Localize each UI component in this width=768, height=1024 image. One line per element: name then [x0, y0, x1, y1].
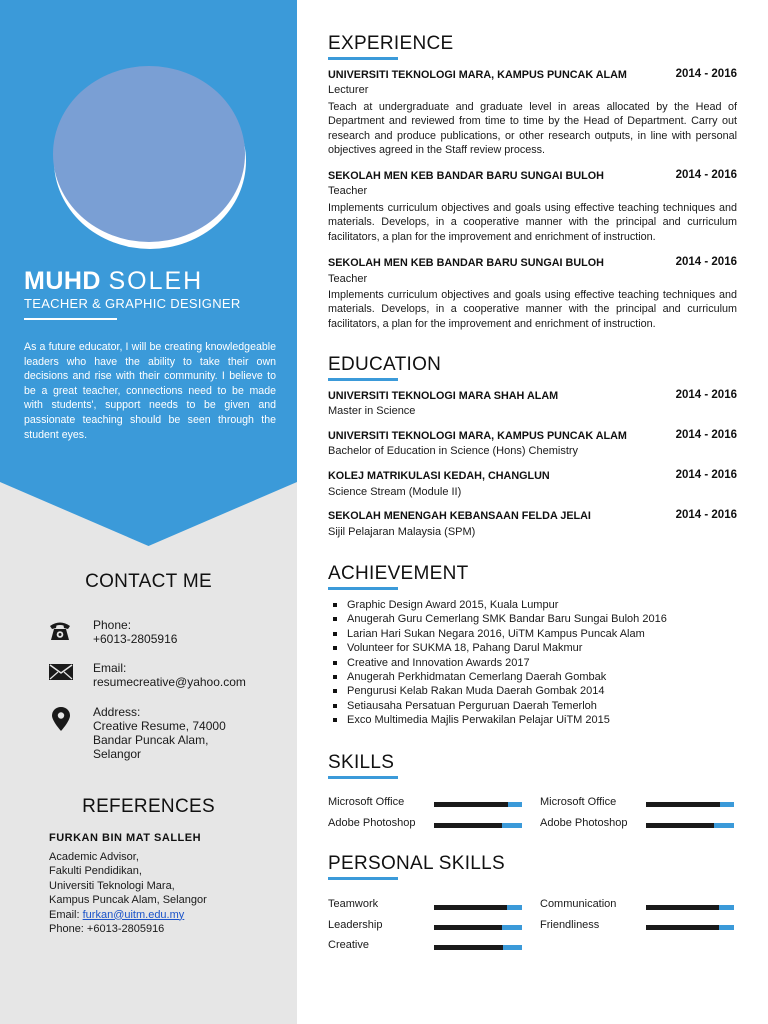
experience-3-years: 2014 - 2016	[675, 256, 737, 268]
education-2-detail: Bachelor of Education in Science (Hons) Chemistry	[328, 445, 579, 457]
personal-skills-underline	[328, 877, 398, 880]
personal-skill-3-label: Leadership	[328, 919, 383, 931]
address-line-1: Creative Resume, 74000	[93, 719, 226, 733]
education-3-title: KOLEJ MATRIKULASI KEDAH, CHANGLUN	[328, 470, 550, 482]
skill-4-bar	[646, 823, 734, 828]
envelope-icon	[48, 663, 74, 685]
experience-2-title: SEKOLAH MEN KEB BANDAR BARU SUNGAI BULOH	[328, 170, 604, 182]
skill-2-bar	[646, 802, 734, 807]
phone-label: Phone:	[93, 618, 132, 632]
experience-3-position: Teacher	[328, 273, 368, 285]
skill-2-fill	[646, 802, 720, 807]
reference-email	[49, 908, 289, 922]
reference-details	[49, 850, 289, 936]
address-line-3: Selangor	[93, 747, 142, 761]
personal-skill-2-label: Communication	[540, 898, 617, 910]
personal-skill-2-bar	[646, 905, 734, 910]
location-pin-icon	[51, 706, 77, 728]
experience-underline	[328, 57, 398, 60]
education-4-title: SEKOLAH MENENGAH KEBANSAAN FELDA JELAI	[328, 510, 591, 522]
sidebar	[0, 0, 297, 1024]
education-2-title: UNIVERSITI TEKNOLOGI MARA, KAMPUS PUNCAK ALAM	[328, 430, 627, 442]
list-item: Setiausaha Persatuan Perguruan Daerah Temerloh	[333, 699, 667, 713]
address-line-2: Bandar Puncak Alam,	[93, 733, 209, 747]
skill-3-fill	[434, 823, 502, 828]
references-heading: REFERENCES	[82, 796, 215, 817]
experience-3-description: Implements curriculum objectives and goals using effective teaching techniques and materials. Develops, in a cooperative manner with the principal and curriculum facilitators, a plan for the improvement and enrichment of instruction.	[328, 289, 737, 330]
experience-1-years: 2014 - 2016	[675, 68, 737, 80]
role-divider	[24, 318, 117, 320]
experience-1-description: Teach at undergraduate and graduate level in areas allocated by the Head of Department and reviewed from time to time by the Head of Department. Carry out research and produce publications, or other research outputs, in line with personal objectives agreed in the Staff review process.	[328, 101, 737, 157]
contact-heading: CONTACT ME	[85, 571, 212, 592]
skill-1-label: Microsoft Office	[328, 796, 405, 808]
profile-summary: As a future educator, I will be creating knowledgeable leaders who have the ability to take their own decisions and rise with their community. I believe to be a great teacher, connections need to be made with students', support needs to be given and passionate teaching should be seen through the student eyes.	[24, 341, 276, 441]
phone-icon	[48, 620, 74, 642]
contact-email	[48, 661, 288, 695]
personal-skill-4-bar	[646, 925, 734, 930]
experience-2-position: Teacher	[328, 185, 368, 197]
email-value: resumecreative@yahoo.com	[93, 675, 246, 689]
contact-phone	[48, 618, 288, 652]
education-4-detail: Sijil Pelajaran Malaysia (SPM)	[328, 526, 476, 538]
personal-skill-5-label: Creative	[328, 939, 369, 951]
first-name: MUHD	[24, 267, 101, 295]
achievement-heading: ACHIEVEMENT	[328, 563, 469, 584]
personal-skill-3-bar	[434, 925, 522, 930]
address-label: Address:	[93, 705, 141, 719]
skill-1-bar	[434, 802, 522, 807]
education-1-detail: Master in Science	[328, 405, 416, 417]
reference-line-4: Kampus Puncak Alam, Selangor	[49, 894, 207, 907]
education-4-years: 2014 - 2016	[675, 509, 737, 521]
education-3-years: 2014 - 2016	[675, 469, 737, 481]
list-item: Larian Hari Sukan Negara 2016, UiTM Kampus Puncak Alam	[333, 627, 667, 641]
experience-1-title: UNIVERSITI TEKNOLOGI MARA, KAMPUS PUNCAK ALAM	[328, 69, 627, 81]
personal-skills-heading: PERSONAL SKILLS	[328, 853, 505, 874]
reference-line-3: Universiti Teknologi Mara,	[49, 879, 175, 892]
personal-skill-1-bar	[434, 905, 522, 910]
education-3-detail: Science Stream (Module II)	[328, 486, 462, 498]
personal-skill-1-fill	[434, 905, 507, 910]
skills-underline	[328, 776, 398, 779]
list-item: Graphic Design Award 2015, Kuala Lumpur	[333, 598, 667, 612]
list-item: Exco Multimedia Majlis Perwakilan Pelajar UiTM 2015	[333, 713, 667, 727]
profile-role: TEACHER & GRAPHIC DESIGNER	[24, 296, 241, 311]
experience-heading: EXPERIENCE	[328, 33, 454, 54]
list-item: Pengurusi Kelab Rakan Muda Daerah Gombak 2014	[333, 684, 667, 698]
skill-2-label: Microsoft Office	[540, 796, 617, 808]
personal-skill-5-fill	[434, 945, 503, 950]
personal-skill-1-label: Teamwork	[328, 898, 379, 910]
list-item: Volunteer for SUKMA 18, Pahang Darul Makmur	[333, 641, 667, 655]
contact-address	[48, 705, 288, 765]
education-heading: EDUCATION	[328, 354, 442, 375]
experience-2-years: 2014 - 2016	[675, 169, 737, 181]
phone-value: +6013-2805916	[93, 632, 178, 646]
list-item: Anugerah Guru Cemerlang SMK Bandar Baru Sungai Buloh 2016	[333, 612, 667, 626]
skill-4-fill	[646, 823, 714, 828]
achievement-underline	[328, 587, 398, 590]
personal-skill-4-label: Friendliness	[540, 919, 600, 931]
personal-skill-2-fill	[646, 905, 719, 910]
skill-1-fill	[434, 802, 508, 807]
achievement-list	[333, 598, 667, 728]
list-item: Anugerah Perkhidmatan Cemerlang Daerah Gombak	[333, 670, 667, 684]
experience-1-position: Lecturer	[328, 84, 369, 96]
reference-email-label: Email:	[49, 908, 83, 921]
reference-phone: Phone: +6013-2805916	[49, 923, 165, 936]
email-label: Email:	[93, 661, 127, 675]
last-name: SOLEH	[108, 267, 204, 295]
skill-4-label: Adobe Photoshop	[540, 817, 628, 829]
experience-3-title: SEKOLAH MEN KEB BANDAR BARU SUNGAI BULOH	[328, 257, 604, 269]
reference-name: FURKAN BIN MAT SALLEH	[49, 832, 202, 844]
education-2-years: 2014 - 2016	[675, 429, 737, 441]
experience-2-description: Implements curriculum objectives and goals using effective teaching techniques and materials. Develops, in a cooperative manner with the principal and curriculum facilitators, a plan for the improvement and enrichment of instruction.	[328, 202, 737, 243]
education-underline	[328, 378, 398, 381]
personal-skill-4-fill	[646, 925, 719, 930]
education-1-years: 2014 - 2016	[675, 389, 737, 401]
personal-skill-5-bar	[434, 945, 522, 950]
list-item: Creative and Innovation Awards 2017	[333, 656, 667, 670]
education-1-title: UNIVERSITI TEKNOLOGI MARA SHAH ALAM	[328, 390, 559, 402]
profile-name	[24, 267, 203, 296]
skill-3-bar	[434, 823, 522, 828]
personal-skill-3-fill	[434, 925, 502, 930]
profile-photo	[53, 66, 245, 242]
skill-3-label: Adobe Photoshop	[328, 817, 416, 829]
reference-email-link[interactable]: furkan@uitm.edu.my	[82, 908, 185, 921]
reference-line-2: Fakulti Pendidikan,	[49, 865, 142, 878]
skills-heading: SKILLS	[328, 752, 395, 773]
reference-line-1: Academic Advisor,	[49, 851, 139, 863]
profile-banner	[0, 0, 297, 546]
